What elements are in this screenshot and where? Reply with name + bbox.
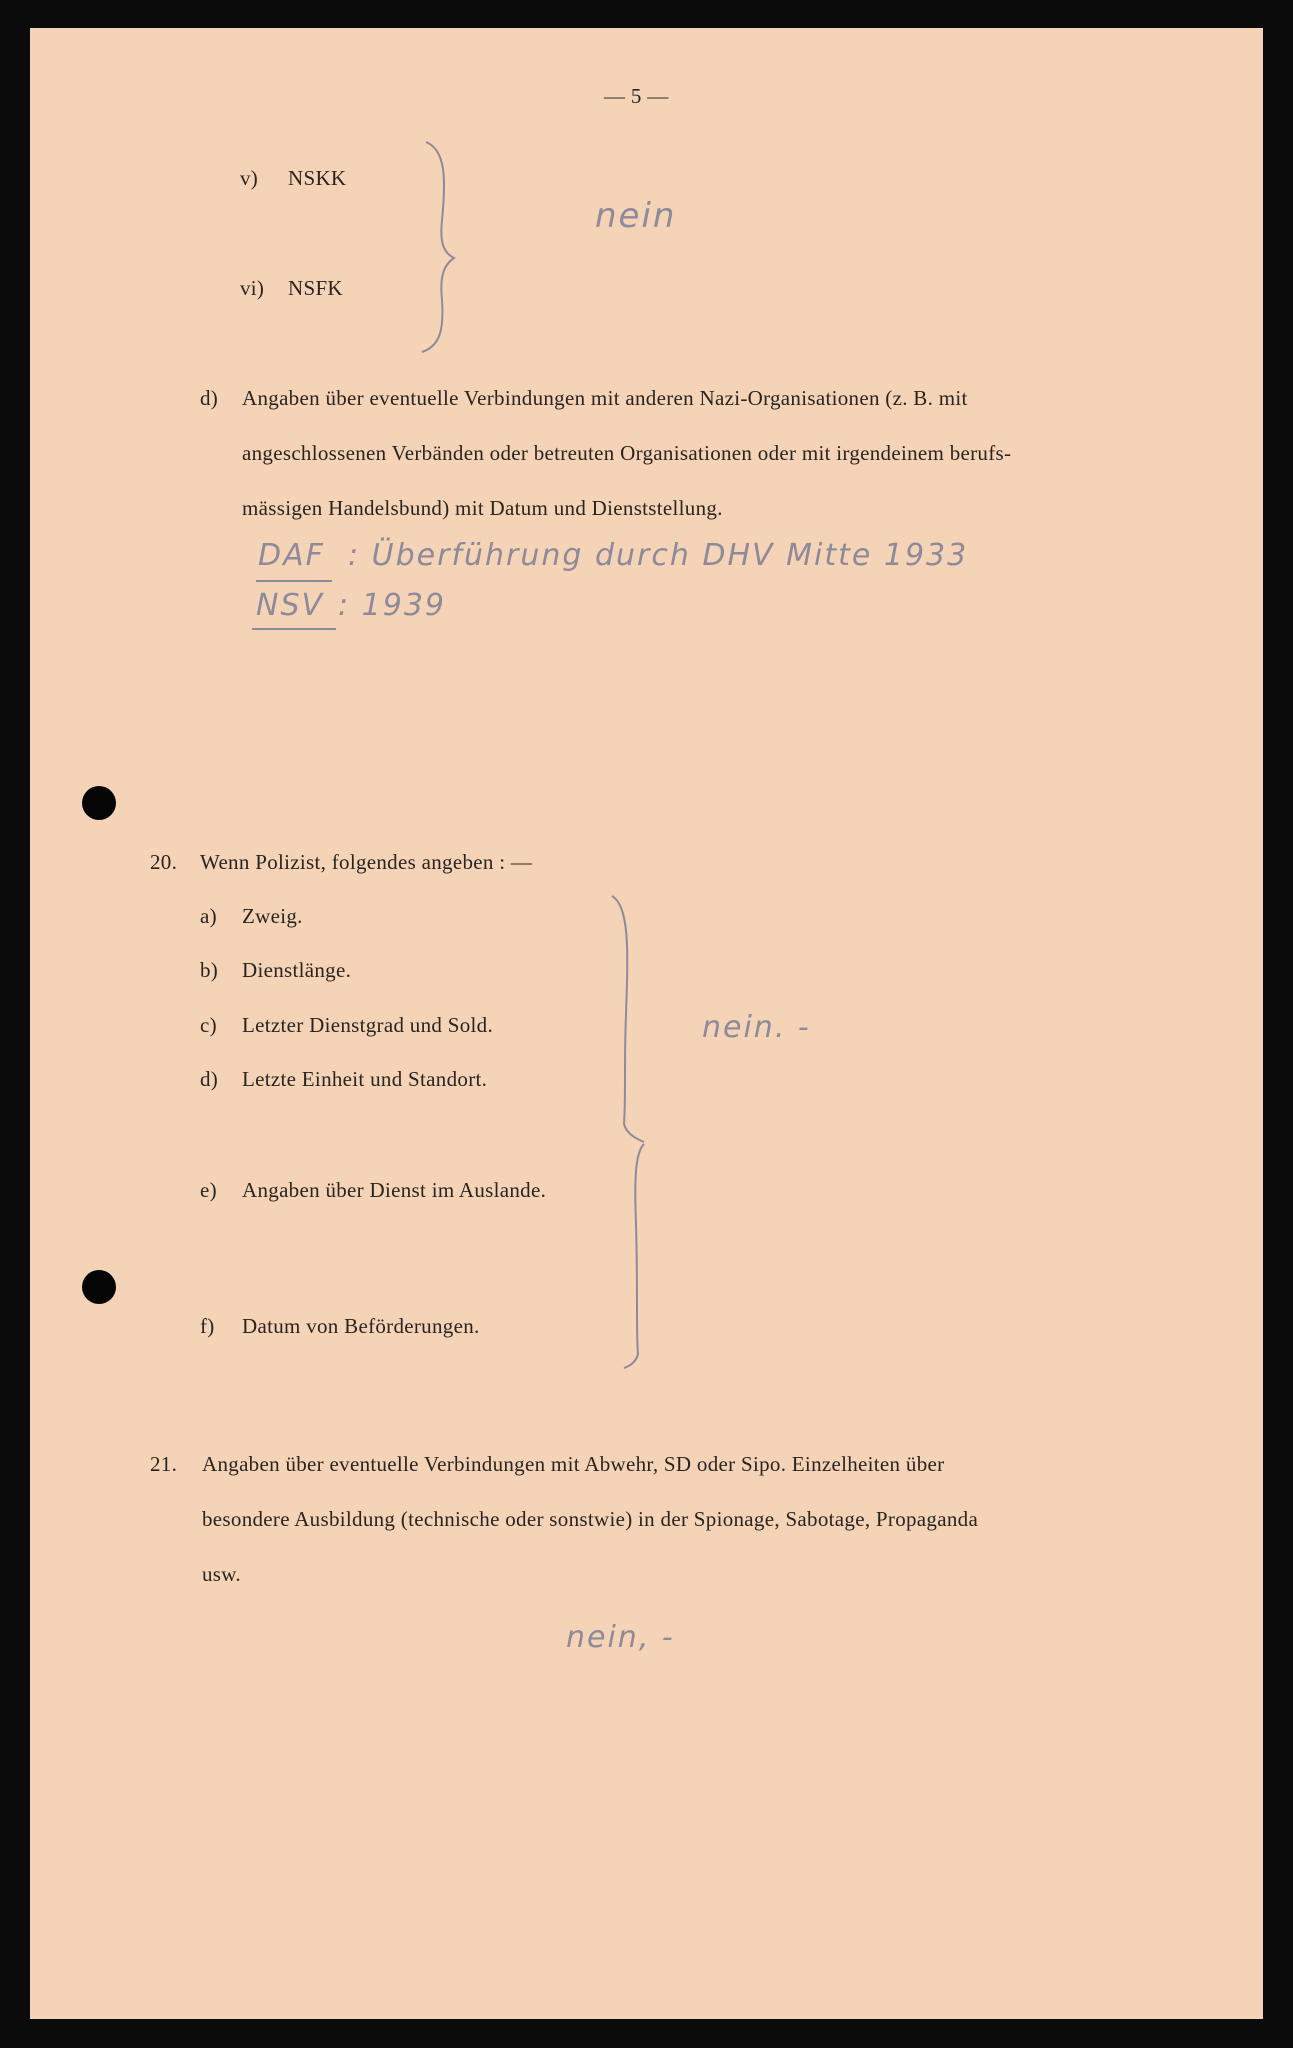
q21-line-2: besondere Ausbildung (technische oder sonstwie) in der Spionage, Sabotage, Propaganda bbox=[202, 1507, 979, 1531]
item-v-number: v) bbox=[240, 166, 259, 190]
q20-item-e-label: Angaben über Dienst im Auslande. bbox=[242, 1178, 547, 1202]
q20-item-f-label: Datum von Beförderungen. bbox=[242, 1314, 480, 1338]
q20-item-d-number: d) bbox=[200, 1067, 219, 1091]
page-number: — 5 — bbox=[604, 84, 669, 108]
document-page bbox=[30, 28, 1263, 2019]
item-d-number: d) bbox=[200, 386, 219, 410]
item-vi-number: vi) bbox=[240, 276, 265, 300]
q20-item-b-label: Dienstlänge. bbox=[242, 958, 352, 982]
answer-q20: nein. - bbox=[702, 1010, 811, 1045]
underline-daf bbox=[256, 580, 332, 582]
q20-title: Wenn Polizist, folgendes angeben : — bbox=[200, 850, 533, 874]
item-d-line-2: angeschlossenen Verbänden oder betreuten Organisationen oder mit irgendeinem berufs- bbox=[242, 441, 1012, 465]
q21-line-1: Angaben über eventuelle Verbindungen mit Abwehr, SD oder Sipo. Einzelheiten über bbox=[202, 1452, 945, 1476]
answer-nskk-nsfk: nein bbox=[595, 196, 677, 236]
answer-q21: nein, - bbox=[566, 1620, 675, 1655]
q21-line-3: usw. bbox=[202, 1562, 241, 1586]
bracket-q20 bbox=[610, 894, 660, 1370]
answer-d-org-daf: DAF bbox=[258, 538, 325, 573]
answer-d-text-nsv: : 1939 bbox=[338, 588, 446, 623]
q20-item-d-label: Letzte Einheit und Standort. bbox=[242, 1067, 488, 1091]
q20-item-c-label: Letzter Dienstgrad und Sold. bbox=[242, 1013, 494, 1037]
q20-item-e-number: e) bbox=[200, 1178, 217, 1202]
answer-d-text-daf: : Überführung durch DHV Mitte 1933 bbox=[348, 538, 969, 573]
underline-nsv bbox=[252, 628, 336, 630]
q20-number: 20. bbox=[150, 850, 178, 874]
bracket-nskk-nsfk bbox=[420, 140, 460, 354]
q20-item-a-label: Zweig. bbox=[242, 904, 303, 928]
q20-item-f-number: f) bbox=[200, 1314, 215, 1338]
answer-d-org-nsv: NSV bbox=[256, 588, 325, 623]
q20-item-c-number: c) bbox=[200, 1013, 217, 1037]
punch-hole-top bbox=[82, 786, 116, 820]
q21-number: 21. bbox=[150, 1452, 178, 1476]
item-d-line-3: mässigen Handelsbund) mit Datum und Dienststellung. bbox=[242, 496, 723, 520]
q20-item-b-number: b) bbox=[200, 958, 219, 982]
item-v-label: NSKK bbox=[288, 166, 347, 190]
item-vi-label: NSFK bbox=[288, 276, 343, 300]
item-d-line-1: Angaben über eventuelle Verbindungen mit anderen Nazi-Organisationen (z. B. mit bbox=[242, 386, 968, 410]
q20-item-a-number: a) bbox=[200, 904, 217, 928]
punch-hole-bottom bbox=[82, 1270, 116, 1304]
